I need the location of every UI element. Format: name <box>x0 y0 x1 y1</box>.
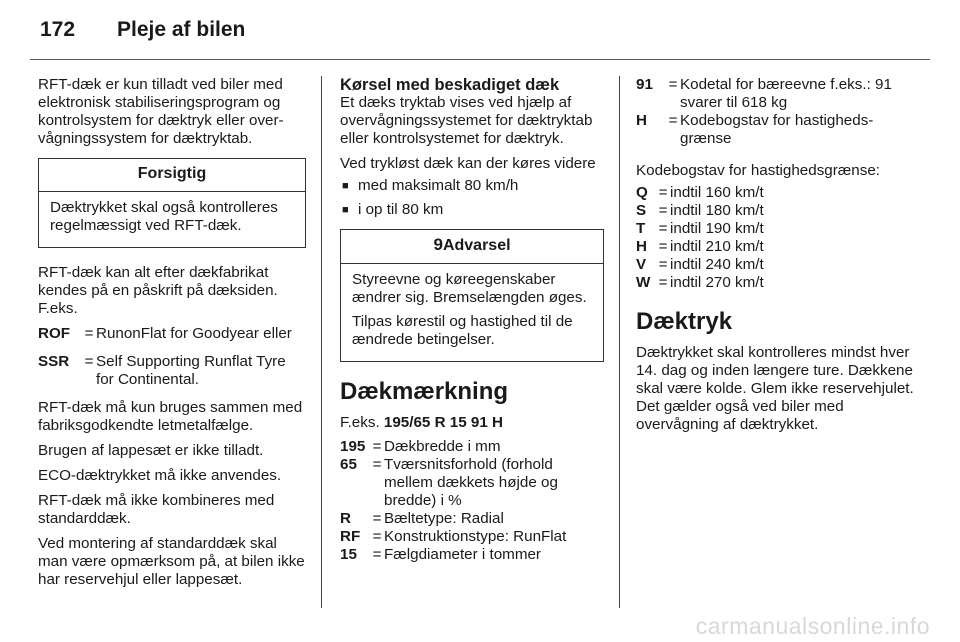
def-row: Q = indtil 160 km/t <box>636 184 764 201</box>
def-row: R = Bæltetype: Radial <box>340 510 504 527</box>
paragraph: Ved montering af standarddæk skal man være opmærksom på, at bilen ikke har reservehjul eller lappesæt. <box>38 535 305 588</box>
paragraph: RFT-dæk må kun bruges sammen med fabriksgodkendte letmetalfælge. <box>38 399 303 434</box>
paragraph: RFT-dæk må ikke kombineres med standarddæk. <box>38 492 275 527</box>
def-row: T = indtil 190 km/t <box>636 220 764 237</box>
paragraph: Et dæks tryktab vises ved hjælp af overvågningssystemet for dæktryktab eller kontrolsystemet for dæktryk. <box>340 94 593 147</box>
caution-text: Dæktrykket skal også kontrolleres regelmæssigt ved RFT-dæk. <box>50 199 278 234</box>
bullet-item: ■ med maksimalt 80 km/h <box>342 177 519 194</box>
def-row: W = indtil 270 km/t <box>636 274 764 291</box>
def-row: S = indtil 180 km/t <box>636 202 764 219</box>
def-row: V = indtil 240 km/t <box>636 256 764 273</box>
warning-box <box>340 229 604 362</box>
watermark: carmanualsonline.info <box>695 613 930 639</box>
speed-code-list <box>636 184 916 292</box>
section-heading-tyre-marking: Dækmærkning <box>340 378 509 405</box>
def-value: Self Supporting Runflat Tyre for Continental. <box>96 353 286 388</box>
caution-title: Forsigtig <box>39 159 305 192</box>
def-row: RF = Konstruktionstype: RunFlat <box>340 528 567 545</box>
caution-box <box>38 158 306 248</box>
rft-def-list <box>38 325 306 389</box>
section-heading-damaged-tyre: Kørsel med beskadiget dæk <box>340 76 560 94</box>
paragraph: Dæktrykket skal kontrolleres mindst hver 14. dag og inden længere ture. Dækkene skal være kolde. Glem ikke reservehjulet. Det gælder også ved biler med overvågning af dæktrykket. <box>636 344 914 433</box>
column-divider <box>619 76 620 608</box>
page-number: 172 <box>40 18 76 41</box>
warning-title: 9Advarsel <box>341 230 603 264</box>
header-rule <box>30 59 930 60</box>
warning-text: Styreevne og køreegenskaber ændrer sig. Bremselængden øges. <box>352 271 587 306</box>
bullet-item: ■ i op til 80 km <box>342 201 444 218</box>
rft-marking-text: RFT-dæk kan alt efter dækfabrikat kendes på en påskrift på dæksiden. F.eks. <box>38 264 278 317</box>
def-value: RunonFlat for Goodyear eller <box>96 325 292 342</box>
warning-text: Tilpas kørestil og hastighed til de ændrede betingelser. <box>352 313 573 348</box>
load-speed-def-list <box>636 76 916 148</box>
bullet-marker: ■ <box>342 180 349 192</box>
column-left <box>38 76 306 596</box>
def-key: ROF <box>38 325 71 342</box>
example-code: 195/65 R 15 91 H <box>383 414 503 431</box>
def-row: 65 = Tværsnitsforhold (forhold mellem dækkets højde og bredde) i % <box>340 456 558 509</box>
def-row: SSR = Self Supporting Runflat Tyre for Continental. <box>38 353 306 389</box>
bullet-marker: ■ <box>342 204 349 216</box>
example-line: F.eks. 195/65 R 15 91 H <box>340 414 503 431</box>
section-heading-tyre-pressure: Dæktryk <box>636 308 733 335</box>
paragraph: Brugen af lappesæt er ikke tilladt. <box>38 442 264 459</box>
speed-code-heading: Kodebogstav for hastighedsgrænse: <box>636 162 881 179</box>
def-row: H = Kodebogstav for hastighedsgrænse <box>636 112 874 147</box>
paragraph: ECO-dæktrykket må ikke anvendes. <box>38 467 282 484</box>
column-right <box>636 76 916 441</box>
page-title: Pleje af bilen <box>117 18 246 41</box>
def-row: 91 = Kodetal for bæreevne f.eks.: 91 svarer til 618 kg <box>636 76 892 111</box>
column-middle <box>340 76 604 574</box>
def-row: H = indtil 210 km/t <box>636 238 764 255</box>
rft-intro: RFT-dæk er kun tilladt ved biler med elektronisk stabiliseringsprogram og kontrolsystem for dæktryk eller overvågningssystem for dæktryktab. <box>38 76 284 147</box>
warning-icon: 9 <box>433 235 443 254</box>
marking-def-list <box>340 438 604 564</box>
paragraph: Ved trykløst dæk kan der køres videre <box>340 155 596 172</box>
def-row: ROF = RunonFlat for Goodyear eller <box>38 325 306 343</box>
column-divider <box>321 76 322 608</box>
def-row: 195 = Dækbredde i mm <box>340 438 501 455</box>
page-header <box>40 18 245 42</box>
def-row: 15 = Fælgdiameter i tommer <box>340 546 541 563</box>
def-key: SSR <box>38 353 70 370</box>
